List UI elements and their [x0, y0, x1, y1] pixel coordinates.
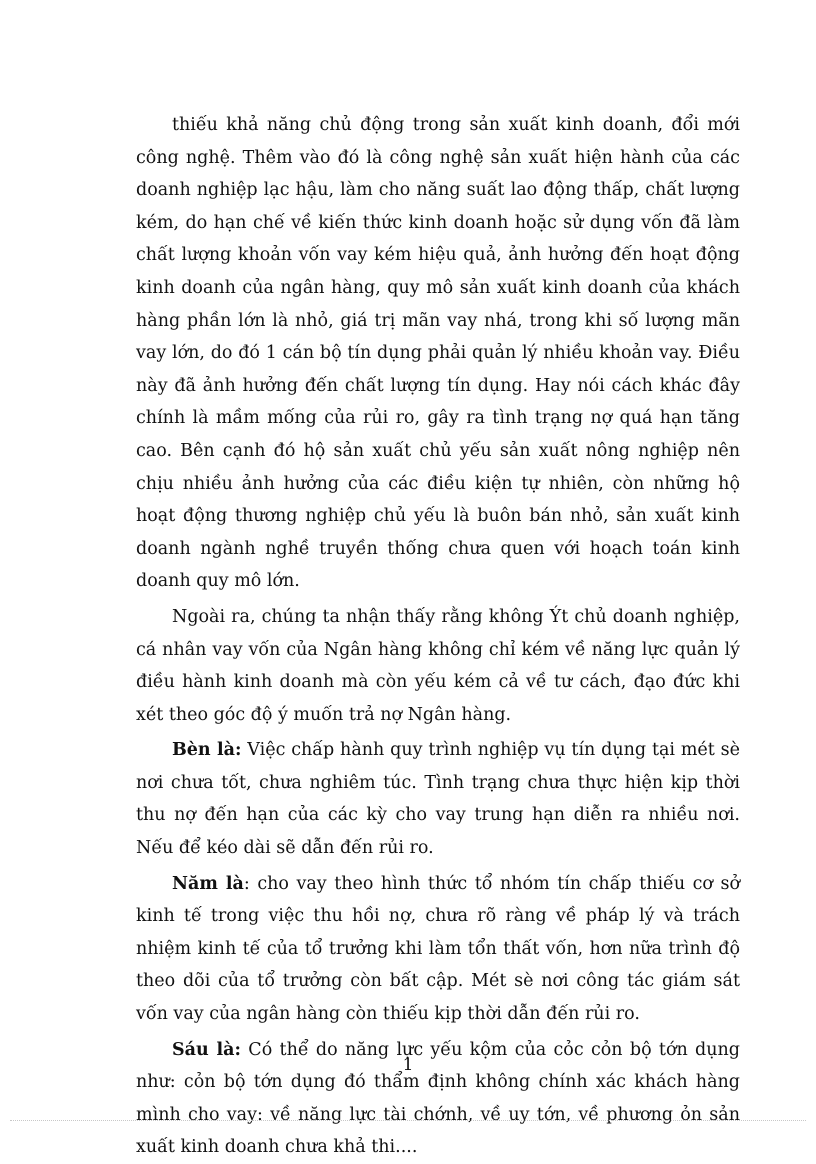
body-text — [136, 109, 740, 1164]
paragraph-lead: Sáu là: — [172, 1039, 241, 1060]
paragraph-3 — [136, 734, 740, 864]
paragraph-text: Ngoài ra, chúng ta nhận thấy rằng không Ýt chủ doanh nghiệp, cá nhân vay vốn của Ngân hàng không chỉ kém về năng lực quản lý điều hành kinh doanh mà còn yếu kém cả về tư cách, đạo đức khi xét theo góc độ ý muốn trả nợ Ngân hàng. — [136, 606, 740, 725]
paragraph-text: Việc chấp hành quy trình nghiệp vụ tín dụng tại mét sè nơi chưa tốt, chưa nghiêm túc. Tình trạng chưa thực hiện kịp thời thu nợ đến hạn của các kỳ cho vay trung hạn diễn ra nhiều nơi. Nếu để kéo dài sẽ dẫn đến rủi ro. — [136, 740, 740, 859]
paragraph-2 — [136, 601, 740, 731]
paragraph-text: : cho vay theo hình thức tổ nhóm tín chấp thiếu cơ sở kinh tế trong việc thu hồi nợ, chưa rõ ràng về pháp lý và trách nhiệm kinh tế của tổ trưởng khi làm tổn thất vốn, hơn nữa trình độ theo dõi của tổ trưởng còn bất cập. Mét sè nơi công tác giám sát vốn vay của ngân hàng còn thiếu kịp thời dẫn đến rủi ro. — [136, 873, 741, 1025]
paragraph-1 — [136, 109, 740, 598]
page-number: 1 — [402, 1055, 414, 1075]
paragraph-4 — [136, 868, 740, 1031]
paragraph-text: thiếu khả năng chủ động trong sản xuất kinh doanh, đổi mới công nghệ. Thêm vào đó là công nghệ sản xuất hiện hành của các doanh nghiệp lạc hậu, làm cho năng suất lao động thấp, chất lượng kém, do hạn chế về kiến thức kinh doanh hoặc sử dụng vốn đã làm chất lượng khoản vốn vay kém hiệu quả, ảnh hưởng đến hoạt động kinh doanh của ngân hàng, quy mô sản xuất kinh doanh của khách hàng phần lớn là nhỏ, giá trị mãn vay nhá, trong khi số lượng mãn vay lớn, do đó 1 cán bộ tín dụng phải quản lý nhiều khoản vay. Điều này đã ảnh hưởng đến chất lượng tín dụng. Hay nói cách khác đây chính là mầm mống của rủi ro, gây ra tình trạng nợ quá hạn tăng cao. Bên cạnh đó hộ sản xuất chủ yếu sản xuất nông nghiệp nên chịu nhiều ảnh hưởng của các điều kiện tự nhiên, còn những hộ hoạt động thương nghiệp chủ yếu là buôn bán nhỏ, sản xuất kinh doanh ngành nghề truyền thống chưa quen với hoạch toán kinh doanh quy mô lớn. — [136, 115, 740, 592]
paragraph-5 — [136, 1034, 740, 1164]
paragraph-lead: Năm là — [172, 873, 244, 894]
paragraph-lead: Bèn là: — [172, 740, 242, 761]
paragraph-text: Có thể do năng lực yếu kộm của cỏc cỏn bộ tớn dụng như: cỏn bộ tớn dụng đó thẩm định không chính xác khách hàng mình cho vay: về năng lực tài chớnh, về uy tớn, về phương ỏn sản xuất kinh doanh chưa khả thi.... — [136, 1039, 741, 1158]
page-divider — [10, 1120, 806, 1121]
